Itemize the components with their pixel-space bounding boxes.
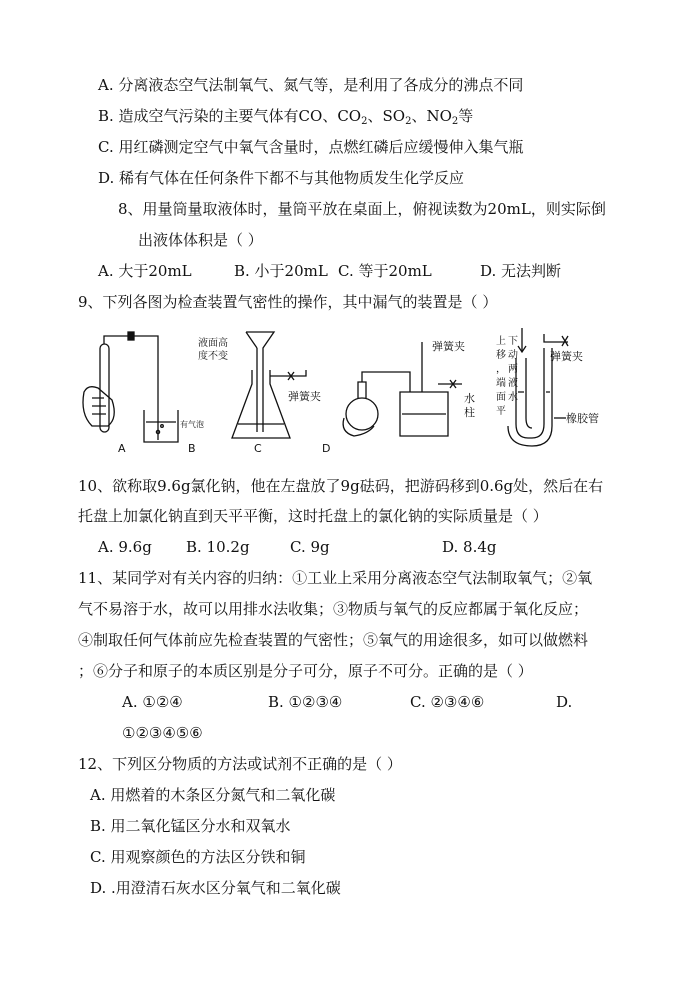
move-label: 上 bbox=[496, 336, 506, 347]
label-d: D bbox=[322, 442, 331, 455]
move-label: 动 bbox=[508, 350, 518, 361]
left-tube bbox=[516, 358, 532, 438]
funnel-edge bbox=[246, 332, 257, 348]
q8-stem-line1: 8、用量筒量取液体时，量筒平放在桌面上，俯视读数为20mL，则实际倒 bbox=[118, 200, 606, 218]
q7-option-b-text: 、SO bbox=[367, 107, 406, 125]
q10-stem-line1: 10、欲称取9.6g氯化钠，他在左盘放了9g砝码，把游码移到0.6g处，然后在右 bbox=[78, 477, 604, 495]
q12-stem: 12、下列区分物质的方法或试剂不正确的是（ ） bbox=[78, 755, 402, 773]
q11-stem-line2: 气不易溶于水，故可以用排水法收集；③物质与氧气的反应都属于氧化反应； bbox=[78, 600, 589, 618]
q12-option-b: B. 用二氧化锰区分水和双氧水 bbox=[90, 817, 291, 835]
subscript: 2 bbox=[451, 116, 459, 127]
q8-option-a: A. 大于20mL bbox=[98, 262, 192, 280]
q11-option-d: D. bbox=[556, 693, 573, 711]
q11-stem-line1: 11、某同学对有关内容的归纳：①工业上采用分离液态空气法制取氧气；②氧 bbox=[78, 569, 593, 587]
q7-option-b-text: B. 造成空气污染的主要气体有CO、CO bbox=[98, 107, 362, 125]
q12-option-d: D. .用澄清石灰水区分氧气和二氧化碳 bbox=[90, 879, 341, 897]
test-tube bbox=[100, 344, 109, 432]
q9-stem: 9、下列各图为检查装置气密性的操作，其中漏气的装置是（ ） bbox=[78, 293, 498, 311]
move-label: 水 bbox=[508, 392, 518, 403]
q12-option-c: C. 用观察颜色的方法区分铁和铜 bbox=[90, 848, 306, 866]
q7-option-c: C. 用红磷测定空气中氧气含量时，点燃红磷后应缓慢伸入集气瓶 bbox=[98, 138, 524, 156]
apparatus-a bbox=[83, 332, 204, 455]
q7-option-b bbox=[98, 106, 473, 132]
flask-neck bbox=[358, 382, 366, 398]
move-label: 两 bbox=[508, 364, 518, 375]
label-a: A bbox=[118, 442, 126, 455]
q10-option-c: C. 9g bbox=[290, 538, 330, 556]
water-label-line2: 柱 bbox=[464, 406, 475, 419]
move-label: 下 bbox=[508, 336, 518, 347]
clamp-label-e: 弹簧夹 bbox=[550, 350, 583, 363]
apparatus-e bbox=[496, 328, 599, 446]
bubbles-label: 有气泡 bbox=[180, 420, 204, 429]
q10-option-a: A. 9.6g bbox=[98, 538, 152, 556]
q10-option-b: B. 10.2g bbox=[186, 538, 250, 556]
conical-flask bbox=[232, 370, 290, 438]
bubble bbox=[161, 425, 164, 428]
clamp-label-c: 弹簧夹 bbox=[288, 390, 321, 403]
left-tube-inner bbox=[526, 358, 532, 428]
apparatus-d bbox=[322, 339, 475, 455]
move-label: 面 bbox=[496, 392, 506, 403]
apparatus-c bbox=[198, 332, 321, 455]
subscript: 2 bbox=[361, 116, 368, 127]
q10-option-d: D. 8.4g bbox=[442, 538, 497, 556]
move-label: 液 bbox=[508, 378, 518, 389]
label-b: B bbox=[188, 442, 196, 455]
q11-option-d-value: ①②③④⑤⑥ bbox=[122, 724, 203, 742]
move-label: 平 bbox=[496, 406, 506, 417]
hose-label: 橡胶管 bbox=[566, 412, 599, 425]
q7-option-a: A. 分离液态空气法制氧气、氮气等，是利用了各成分的沸点不同 bbox=[98, 76, 524, 94]
level-label-line1: 液面高 bbox=[198, 338, 228, 349]
q8-option-c: C. 等于20mL bbox=[338, 262, 432, 280]
clamp-icon bbox=[562, 336, 568, 346]
round-flask bbox=[346, 398, 378, 430]
q7-option-b-text: 等 bbox=[458, 107, 474, 125]
move-label: 端 bbox=[496, 378, 506, 389]
q12-option-a: A. 用燃着的木条区分氮气和二氧化碳 bbox=[90, 786, 336, 804]
q8-stem-line2: 出液体体积是（ ） bbox=[138, 231, 263, 249]
tube-joint bbox=[128, 332, 134, 340]
connecting-tube bbox=[362, 372, 410, 392]
q11-option-a: A. ①②④ bbox=[122, 693, 183, 711]
q11-option-b: B. ①②③④ bbox=[268, 693, 343, 711]
level-label-line2: 度不变 bbox=[198, 351, 228, 362]
delivery-tube bbox=[104, 336, 158, 440]
water-label-line1: 水 bbox=[464, 392, 475, 405]
move-label: ， bbox=[496, 364, 506, 375]
finger-lines bbox=[92, 398, 106, 414]
label-c: C bbox=[254, 442, 262, 455]
move-label: 移 bbox=[496, 350, 506, 361]
clamp-label-d: 弹簧夹 bbox=[432, 340, 465, 353]
q7-option-d: D. 稀有气体在任何条件下都不与其他物质发生化学反应 bbox=[98, 169, 465, 187]
q7-option-b-text: 、NO bbox=[411, 107, 452, 125]
q10-stem-line2: 托盘上加氯化钠直到天平平衡，这时托盘上的氯化钠的实际质量是（ ） bbox=[78, 507, 548, 525]
q8-option-b: B. 小于20mL bbox=[234, 262, 328, 280]
q11-option-c: C. ②③④⑥ bbox=[410, 693, 485, 711]
subscript: 2 bbox=[405, 116, 412, 127]
right-tube bbox=[532, 348, 544, 438]
airtightness-figure bbox=[78, 322, 638, 458]
q11-stem-line4: ；⑥分子和原子的本质区别是分子可分，原子不可分。正确的是（ ） bbox=[78, 662, 533, 680]
q8-option-d: D. 无法判断 bbox=[480, 262, 562, 280]
q11-stem-line3: ④制取任何气体前应先检查装置的气密性；⑤氧气的用途很多，如可以做燃料 bbox=[78, 631, 589, 649]
